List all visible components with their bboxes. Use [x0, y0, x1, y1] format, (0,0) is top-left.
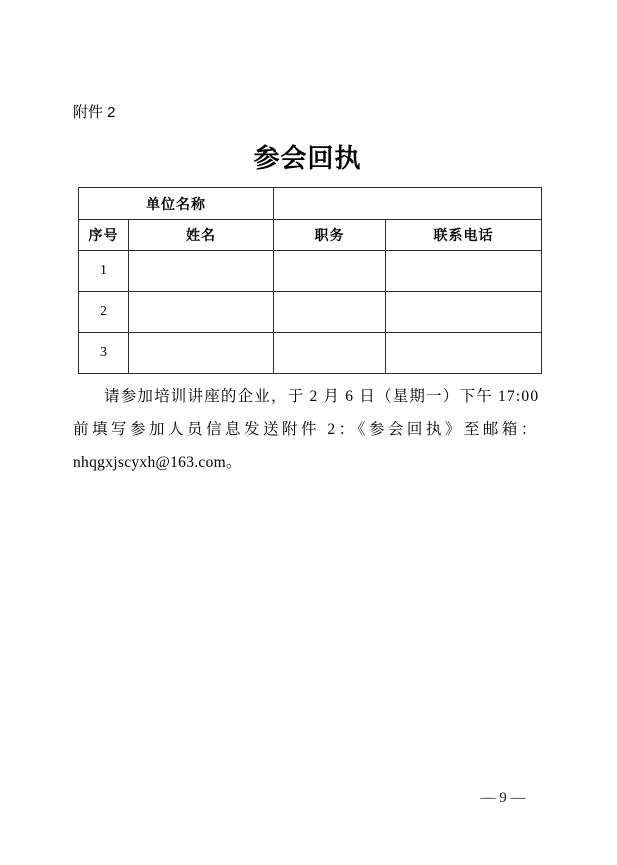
- page-title: 参会回执: [253, 143, 362, 173]
- row-number-cell: 1: [79, 251, 129, 292]
- attachment-label: 附件 2: [73, 104, 116, 121]
- unit-name-row: [79, 188, 542, 220]
- body-line: 前填写参加人员信息发送附件 2：《参会回执》至邮箱：: [73, 421, 540, 438]
- phone-cell: [386, 333, 542, 374]
- name-cell: [129, 251, 274, 292]
- column-header-name: 姓名: [129, 220, 274, 251]
- position-cell: [274, 251, 386, 292]
- body-paragraph: [73, 380, 542, 479]
- table-header-row: [79, 220, 542, 251]
- column-header-phone: 联系电话: [386, 220, 542, 251]
- position-cell: [274, 292, 386, 333]
- unit-name-label-cell: 单位名称: [79, 188, 274, 220]
- table-row: [79, 292, 542, 333]
- column-header-serial: 序号: [79, 220, 129, 251]
- body-line-email: nhqgxjscyxh@163.com。: [73, 454, 242, 471]
- row-number-cell: 2: [79, 292, 129, 333]
- unit-name-value-cell: [274, 188, 542, 220]
- column-header-position: 职务: [274, 220, 386, 251]
- name-cell: [129, 292, 274, 333]
- phone-cell: [386, 251, 542, 292]
- table-row: [79, 251, 542, 292]
- body-line: 请参加培训讲座的企业，于 2 月 6 日（星期一）下午 17:00: [104, 388, 540, 405]
- phone-cell: [386, 292, 542, 333]
- reply-slip-table: [78, 187, 542, 374]
- position-cell: [274, 333, 386, 374]
- table-row: [79, 333, 542, 374]
- name-cell: [129, 333, 274, 374]
- row-number-cell: 3: [79, 333, 129, 374]
- page-number: — 9 —: [480, 790, 526, 806]
